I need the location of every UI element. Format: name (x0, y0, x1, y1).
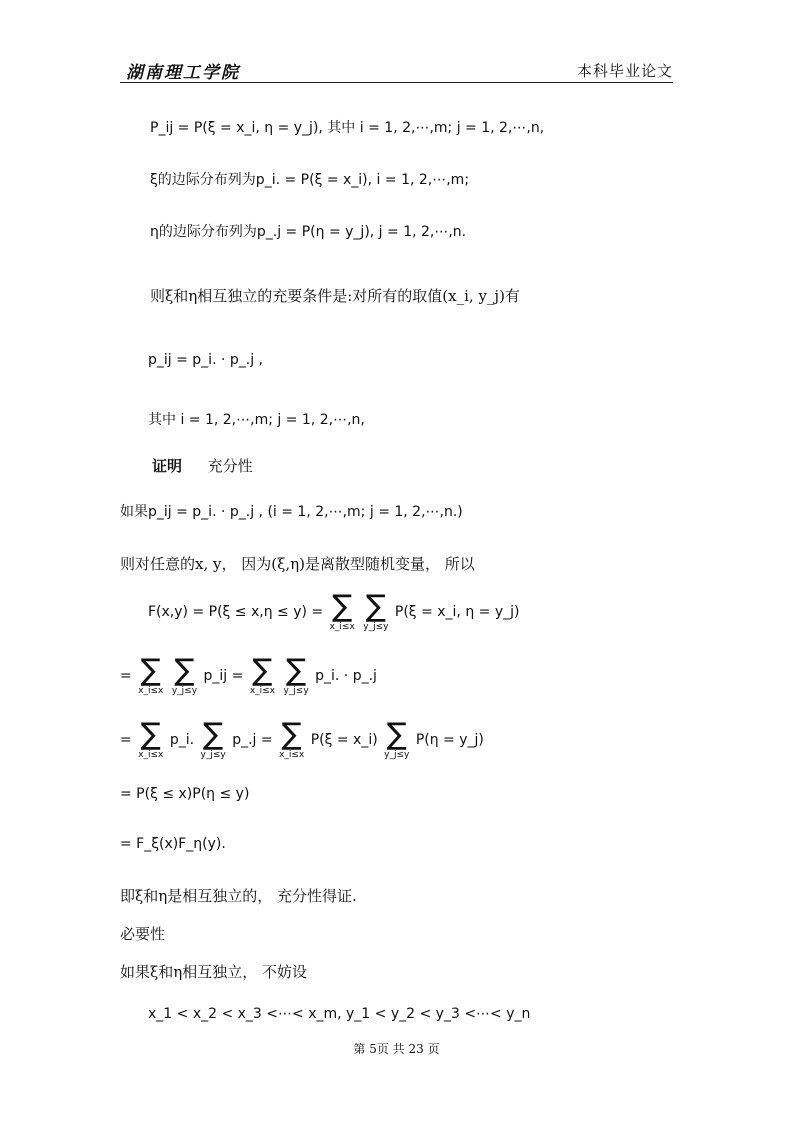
ordering-line: x_1 < x_2 < x_3 <⋯< x_m, y_1 < y_2 < y_3 <⋯< y_n (148, 1006, 531, 1022)
eq1-lhs: F(x,y) = P(ξ ≤ x,η ≤ y) = (148, 604, 324, 620)
sum-symbol: ∑ x_i≤x (279, 717, 305, 760)
sum-symbol: ∑ x_i≤x (138, 653, 164, 696)
equation-2: = ∑ x_i≤x ∑ y_j≤y p_ij = ∑ x_i≤x ∑ y_j≤y p_i. · p_.j (120, 653, 377, 696)
eq1-rhs: P(ξ = x_i, η = y_j) (394, 604, 520, 620)
necessity-label: 必要性 (120, 925, 166, 943)
equation-5: = F_ξ(x)F_η(y). (120, 836, 226, 852)
index-range-line: 其中 i = 1, 2,⋯,m; j = 1, 2,⋯,n, (148, 412, 365, 428)
sum-symbol: ∑ y_j≤y (283, 653, 309, 696)
equation-4: = P(ξ ≤ x)P(η ≤ y) (120, 786, 250, 802)
eq3-d: P(η = y_j) (415, 732, 484, 748)
eq3-c: P(ξ = x_i) (310, 732, 378, 748)
eq2-a: p_ij = (203, 668, 244, 684)
page-footer: 第 5页 共 23 页 (353, 1042, 440, 1056)
sum-symbol: ∑ y_j≤y (384, 717, 410, 760)
eq2-b: p_i. · p_.j (315, 668, 377, 684)
header-school: 湖南理工学院 (126, 63, 240, 83)
header-doc-type: 本科毕业论文 (576, 62, 673, 80)
equation-3: = ∑ x_i≤x p_i. ∑ y_j≤y p_.j = ∑ x_i≤x P(ξ = x_i) ∑ y_j≤y P(η = y_j) (120, 717, 484, 760)
assumption-line: 如果p_ij = p_i. · p_.j , (i = 1, 2,⋯,m; j = 1, 2,⋯,n.) (120, 504, 463, 520)
eq3-b: p_.j = (232, 732, 273, 748)
proof-label: 证明 (152, 457, 183, 475)
sufficiency-conclusion: 即ξ和η是相互独立的， 充分性得证. (120, 887, 357, 905)
formula-line-2: ξ的边际分布列为p_i. = P(ξ = x_i), i = 1, 2,⋯,m; (150, 172, 470, 188)
sum-symbol: ∑ x_i≤x (138, 717, 164, 760)
eq3-a: p_i. (169, 732, 195, 748)
formula-line-3: η的边际分布列为p_.j = P(η = y_j), j = 1, 2,⋯,n. (150, 224, 467, 240)
sum-symbol: ∑ y_j≤y (200, 717, 226, 760)
condition-line: 则ξ和η相互独立的充要条件是:对所有的取值(x_i, y_j)有 (150, 287, 520, 305)
formula-line-1: P_ij = P(ξ = x_i, η = y_j), 其中 i = 1, 2,⋯,m; j = 1, 2,⋯,n, (150, 120, 545, 136)
sum-symbol: ∑ y_j≤y (171, 653, 198, 696)
discrete-line: 则对任意的x, y， 因为(ξ,η)是离散型随机变量， 所以 (120, 555, 475, 573)
equation-1 (148, 588, 519, 636)
header-rule (120, 82, 673, 83)
sum-symbol: ∑ y_j≤y (363, 589, 389, 632)
sufficiency-label: 充分性 (207, 457, 253, 475)
sum-symbol: ∑ x_i≤x (249, 653, 276, 696)
sum-symbol: ∑ x_i≤x (329, 589, 355, 632)
necessity-assumption: 如果ξ和η相互独立， 不妨设 (120, 963, 308, 981)
independence-formula: p_ij = p_i. · p_.j , (148, 352, 264, 368)
